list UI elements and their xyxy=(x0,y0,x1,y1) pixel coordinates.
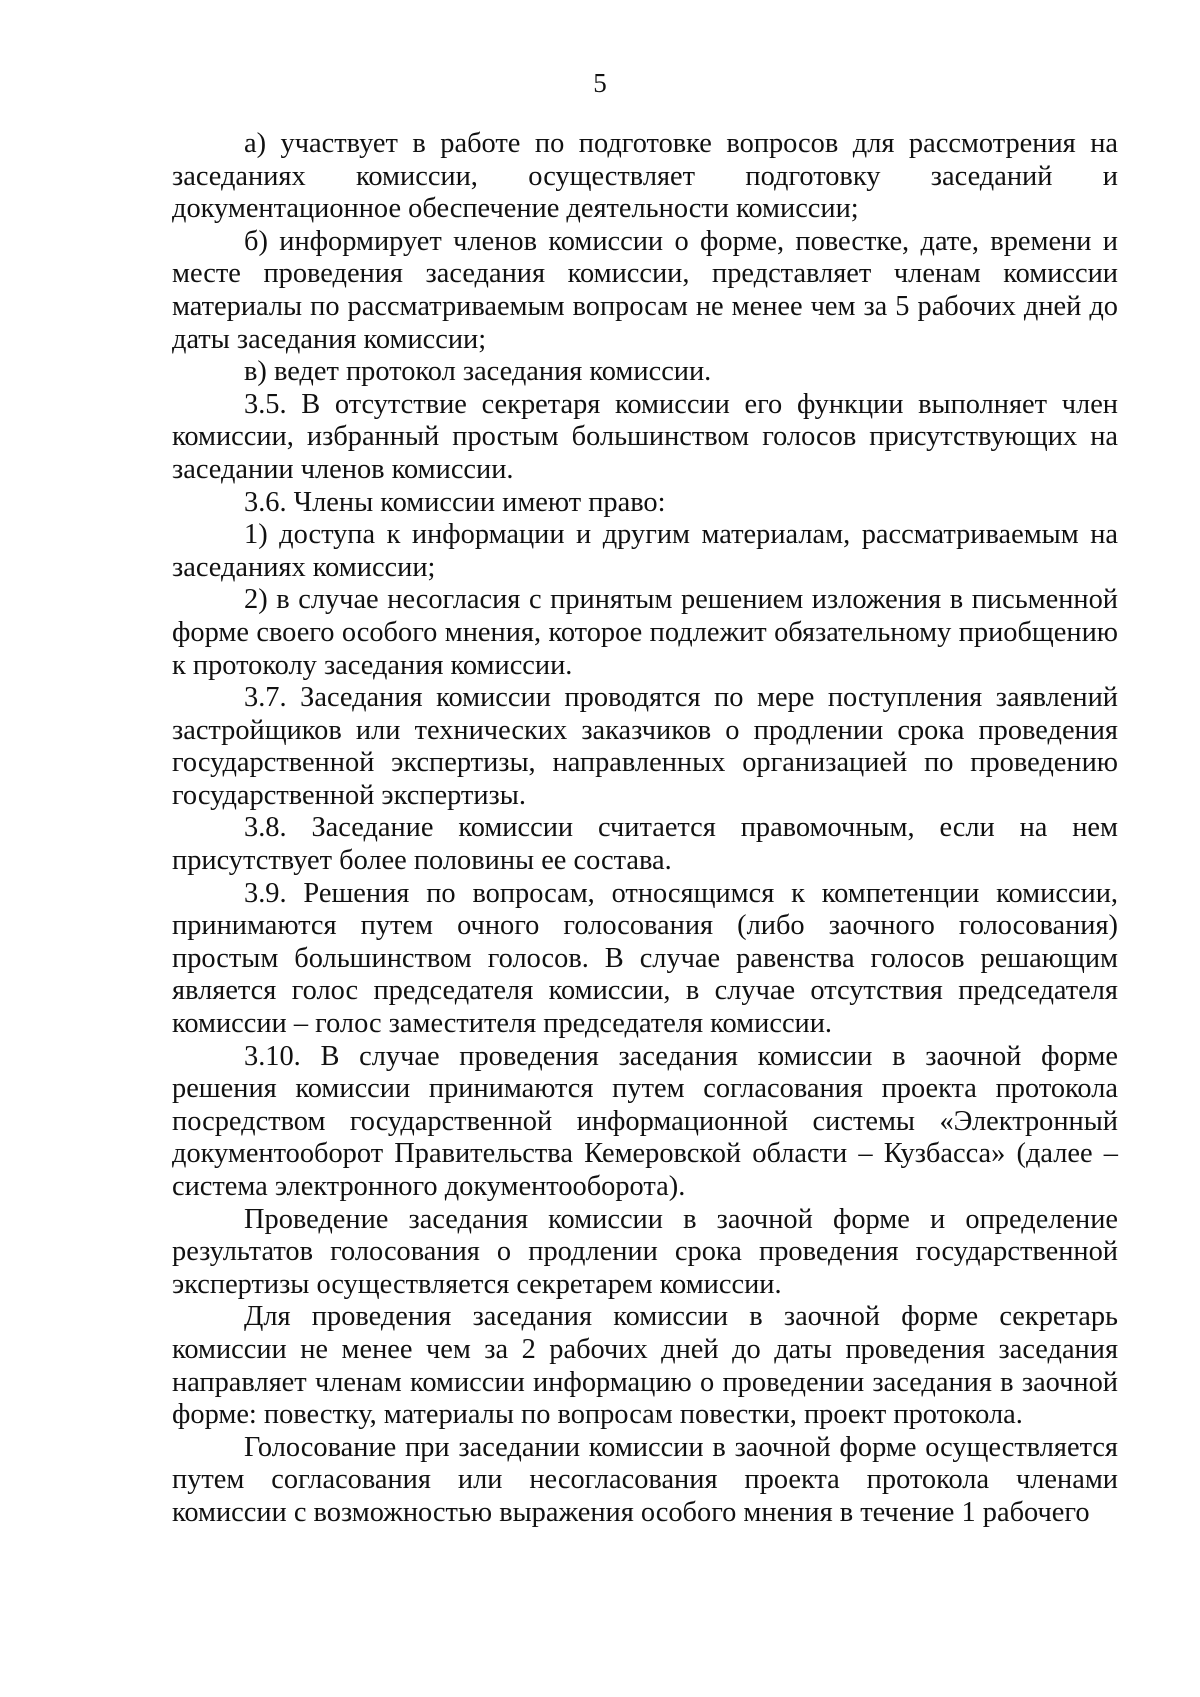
paragraph-3-6-1: 1) доступа к информации и другим материалам, рассматриваемым на заседаниях комиссии; xyxy=(172,519,1118,583)
paragraph-b: б) информирует членов комиссии о форме, повестке, дате, времени и месте проведения заседания комиссии, представляет членам комиссии материалы по рассматриваемым вопросам не менее чем за 5 рабочих дней до даты заседания комиссии; xyxy=(172,225,1118,355)
paragraph-3-9: 3.9. Решения по вопросам, относящимся к компетенции комиссии, принимаются путем очного голосования (либо заочного голосования) простым большинством голосов. В случае равенства голосов решающим является голос председателя комиссии, в случае отсутствия председателя комиссии – голос заместителя председателя комиссии. xyxy=(172,877,1118,1040)
paragraph-3-10: 3.10. В случае проведения заседания комиссии в заочной форме решения комиссии принимаются путем согласования проекта протокола посредством государственной информационной системы «Электронный документооборот Правительства Кемеровской области – Кузбасса» (далее – система электронного документооборота). xyxy=(172,1040,1118,1202)
paragraph-3-8: 3.8. Заседание комиссии считается правомочным, если на нем присутствует более половины ее состава. xyxy=(172,812,1118,877)
paragraph-absentee-voting: Голосование при заседании комиссии в заочной форме осуществляется путем согласования или несогласования проекта протокола членами комиссии с возможностью выражения особого мнения в течение 1 рабочего xyxy=(172,1431,1118,1528)
paragraph-v: в) ведет протокол заседания комиссии. xyxy=(244,356,712,388)
paragraph-absentee-preparation: Для проведения заседания комиссии в заочной форме секретарь комиссии не менее чем за 2 рабочих дней до даты проведения заседания направляет членам комиссии информацию о проведении заседания в заочной форме: повестку, материалы по вопросам повестки, проект протокола. xyxy=(172,1301,1118,1431)
paragraph-absentee-conduct: Проведение заседания комиссии в заочной форме и определение результатов голосования о продлении срока проведения государственной экспертизы осуществляется секретарем комиссии. xyxy=(172,1203,1118,1300)
paragraph-a: а) участвует в работе по подготовке вопросов для рассмотрения на заседаниях комиссии, осуществляет подготовку заседаний и документационное обеспечение деятельности комиссии; xyxy=(172,128,1118,225)
paragraph-3-5: 3.5. В отсутствие секретаря комиссии его функции выполняет член комиссии, избранный простым большинством голосов присутствующих на заседании членов комиссии. xyxy=(172,388,1118,485)
document-body xyxy=(172,128,1118,1530)
paragraph-3-6-2: 2) в случае несогласия с принятым решением изложения в письменной форме своего особого мнения, которое подлежит обязательному приобщению к протоколу заседания комиссии. xyxy=(172,584,1118,681)
paragraph-3-6: 3.6. Члены комиссии имеют право: xyxy=(244,486,666,518)
paragraph-3-7: 3.7. Заседания комиссии проводятся по мере поступления заявлений застройщиков или технических заказчиков о продлении срока проведения государственной экспертизы, направленных организацией по проведению государственной экспертизы. xyxy=(172,682,1118,811)
page-number: 5 xyxy=(593,68,607,98)
